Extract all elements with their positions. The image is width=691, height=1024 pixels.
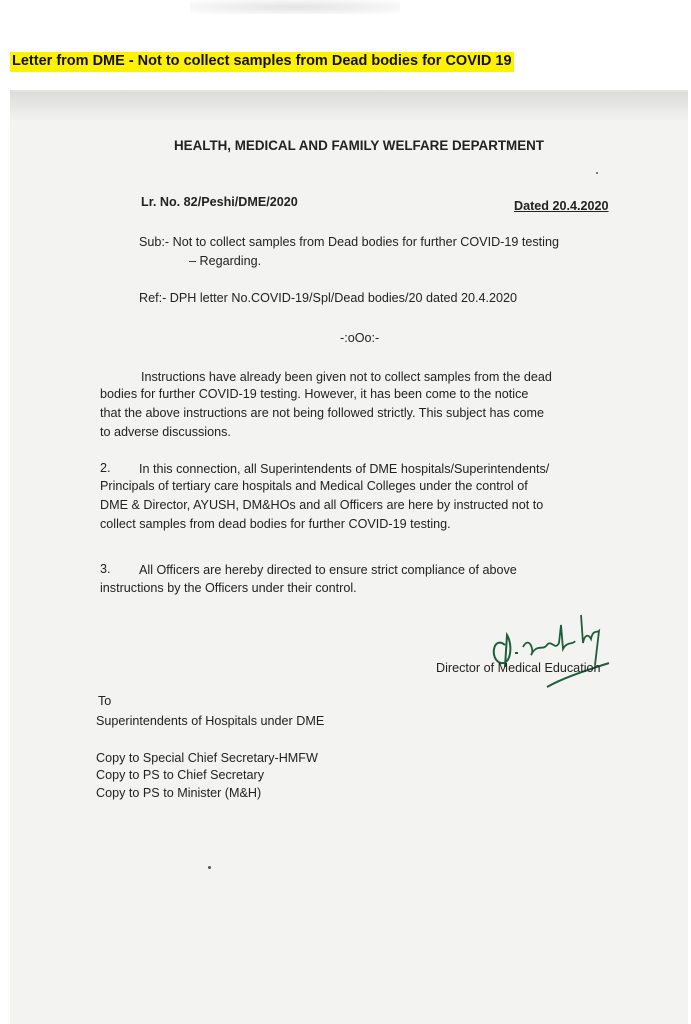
paragraph-2-line: DME & Director, AYUSH, DM&HOs and all Officers are here by instructed not to bbox=[100, 498, 544, 512]
paragraph-2-number: 2. bbox=[100, 461, 111, 475]
to-label: To bbox=[98, 694, 112, 708]
scanned-letter-page bbox=[10, 90, 688, 1024]
paragraph-1-line: Instructions have already been given not to collect samples from the dead bbox=[141, 370, 552, 384]
paragraph-2-line: Principals of tertiary care hospitals and Medical Colleges under the control of bbox=[100, 479, 528, 493]
section-separator: -:oOo:- bbox=[340, 331, 380, 345]
handwritten-signature bbox=[485, 605, 615, 690]
letter-reference-number: Lr. No. 82/Peshi/DME/2020 bbox=[141, 195, 298, 209]
copy-to-line: Copy to PS to Chief Secretary bbox=[96, 768, 264, 782]
paragraph-2-line: collect samples from dead bodies for further COVID-19 testing. bbox=[100, 517, 451, 531]
paragraph-2-line: In this connection, all Superintendents of DME hospitals/Superintendents/ bbox=[139, 462, 550, 476]
post-caption: Letter from DME - Not to collect samples from Dead bodies for COVID 19 bbox=[10, 52, 514, 72]
paragraph-3-number: 3. bbox=[100, 562, 111, 576]
letter-date: Dated 20.4.2020 bbox=[514, 199, 609, 213]
paragraph-3-line: instructions by the Officers under their control. bbox=[100, 581, 357, 595]
reference-line: Ref:- DPH letter No.COVID-19/Spl/Dead bodies/20 dated 20.4.2020 bbox=[139, 291, 518, 305]
paragraph-1-line: that the above instructions are not being followed strictly. This subject has come bbox=[100, 406, 545, 420]
paragraph-3-line: All Officers are hereby directed to ensure strict compliance of above bbox=[139, 563, 517, 577]
paragraph-1-line: bodies for further COVID-19 testing. However, it has been come to the notice bbox=[100, 387, 529, 401]
recipient: Superintendents of Hospitals under DME bbox=[96, 714, 325, 728]
copy-to-line: Copy to Special Chief Secretary-HMFW bbox=[96, 751, 318, 765]
subject-line: Sub:- Not to collect samples from Dead bodies for further COVID-19 testing bbox=[139, 235, 559, 249]
department-heading: HEALTH, MEDICAL AND FAMILY WELFARE DEPARTMENT bbox=[174, 138, 544, 153]
scan-speck bbox=[596, 172, 598, 174]
scan-speck bbox=[208, 866, 211, 869]
paper-shadow bbox=[10, 92, 688, 122]
paragraph-1-line: to adverse discussions. bbox=[100, 425, 231, 439]
signatory-title: Director of Medical Education bbox=[436, 661, 601, 675]
copy-to-line: Copy to PS to Minister (M&H) bbox=[96, 786, 262, 800]
subject-line-continued: – Regarding. bbox=[189, 254, 262, 268]
scan-smudge bbox=[190, 0, 400, 14]
